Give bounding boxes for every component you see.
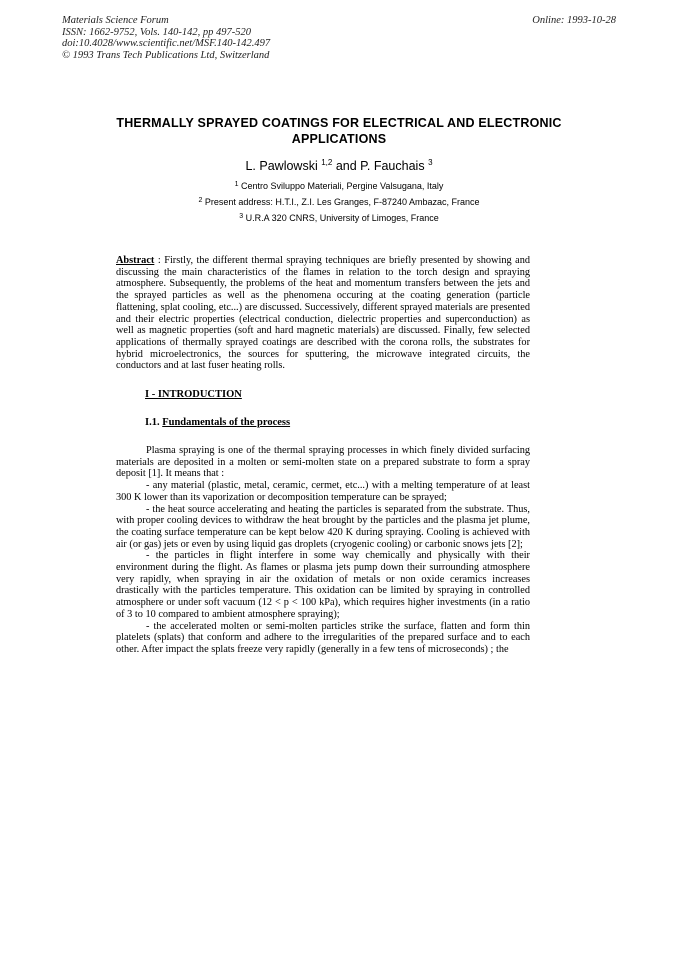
paragraph: - the particles in flight interfere in some way chemically and physically with their environment during the flight. As flames or plasma jets pump down their surrounding atmosphere very rapidly, when spraying in air the oxidation of metals or non oxide ceramics increases drastically with the particles temperature. This oxidation can be limited by spraying in controlled atmosphere or under soft vacuum (12 < p < 100 kPa), which requires higher investments (in a ratio of 3 to 10 compared to ambient atmosphere spraying); <box>116 550 530 620</box>
paragraph: - the accelerated molten or semi-molten particles strike the surface, flatten and form thin platelets (splats) that conform and adhere to the irregularities of the prepared surface and to each other. After impact the splats freeze very rapidly (generally in a few tens of microseconds) ; the <box>116 620 530 655</box>
abstract-text: : Firstly, the different thermal spraying techniques are briefly presented by showing and discussing the main characteristics of the flames in relation to the torch design and spraying atmosphere. Subsequently, the problems of the heat and momentum transfers between the jets and the sprayed particles as well as the phenomena occuring at the coating generation (particle flattening, splat cooling, etc...) are discussed. Successively, different sprayed materials are presented and their electric properties (electrical conduction, dielectric properties and superconduction) as well as magnetic properties (soft and hard magnetic materials) are discussed. Finally, few selected applications of thermally sprayed coatings are described with the corona rolls, the substrates for hybrid microelectronics, the sources for sputtering, the microwave integrated circuits, the conductors and at last fuser heating rolls. <box>116 255 530 372</box>
paragraph: Plasma spraying is one of the thermal spraying processes in which finely divided surfacing materials are deposited in a molten or semi-molten state on a prepared substrate to form a spray deposit [1]. It means that : <box>116 445 530 480</box>
affiliation-2 <box>100 197 578 207</box>
abstract <box>116 255 530 372</box>
affiliation-2-text: Present address: H.T.I., Z.I. Les Granges, F-87240 Ambazac, France <box>204 197 480 207</box>
subsection-number: I.1. <box>145 417 160 428</box>
section-title: I - INTRODUCTION <box>145 389 242 400</box>
copyright-line: © 1993 Trans Tech Publications Ltd, Switzerland <box>62 49 270 61</box>
paper-title: THERMALLY SPRAYED COATINGS FOR ELECTRICAL AND ELECTRONIC APPLICATIONS <box>116 116 562 146</box>
affiliation-3-sup: 3 <box>239 213 244 220</box>
subsection-heading <box>145 417 290 428</box>
affiliation-1 <box>100 181 578 191</box>
affiliation-1-text: Centro Sviluppo Materiali, Pergine Valsugana, Italy <box>240 181 444 191</box>
author-2: P. Fauchais <box>360 159 425 173</box>
affiliation-3 <box>100 213 578 223</box>
doi-line: doi:10.4028/www.scientific.net/MSF.140-142.497 <box>62 38 271 49</box>
affiliation-3-text: U.R.A 320 CNRS, University of Limoges, France <box>245 213 439 223</box>
journal-name: Materials Science Forum <box>62 15 169 26</box>
paragraph: - the heat source accelerating and heating the particles is separated from the substrate. Thus, with proper cooling devices to withdraw the heat brought by the particles and the plasma jet plume, the coating surface temperature can be kept below 420 K during spraying. Cooling is achieved with air (or gas) jets or even by using liquid gas droplets (cryogenic cooling) or carbonic snows jets [2]; <box>116 503 530 550</box>
author-2-affil: 3 <box>428 158 433 167</box>
paragraph: - any material (plastic, metal, ceramic, cermet, etc...) with a melting temperature of at least 300 K lower than its vaporization or decomposition temperature can be sprayed; <box>116 480 530 503</box>
author-1: L. Pawlowski <box>245 159 318 173</box>
introduction-body <box>116 445 530 656</box>
subsection-title: Fundamentals of the process <box>162 417 291 428</box>
affiliation-2-sup: 2 <box>198 197 203 204</box>
journal-header <box>62 15 270 61</box>
author-1-affil: 1,2 <box>321 158 333 167</box>
issn-line: ISSN: 1662-9752, Vols. 140-142, pp 497-520 <box>62 26 251 38</box>
online-date: Online: 1993-10-28 <box>532 15 616 26</box>
section-heading-introduction <box>145 389 242 400</box>
authors-and: and <box>335 159 357 173</box>
abstract-label: Abstract <box>116 255 155 266</box>
affiliation-1-sup: 1 <box>234 181 239 188</box>
authors-line <box>100 158 578 173</box>
